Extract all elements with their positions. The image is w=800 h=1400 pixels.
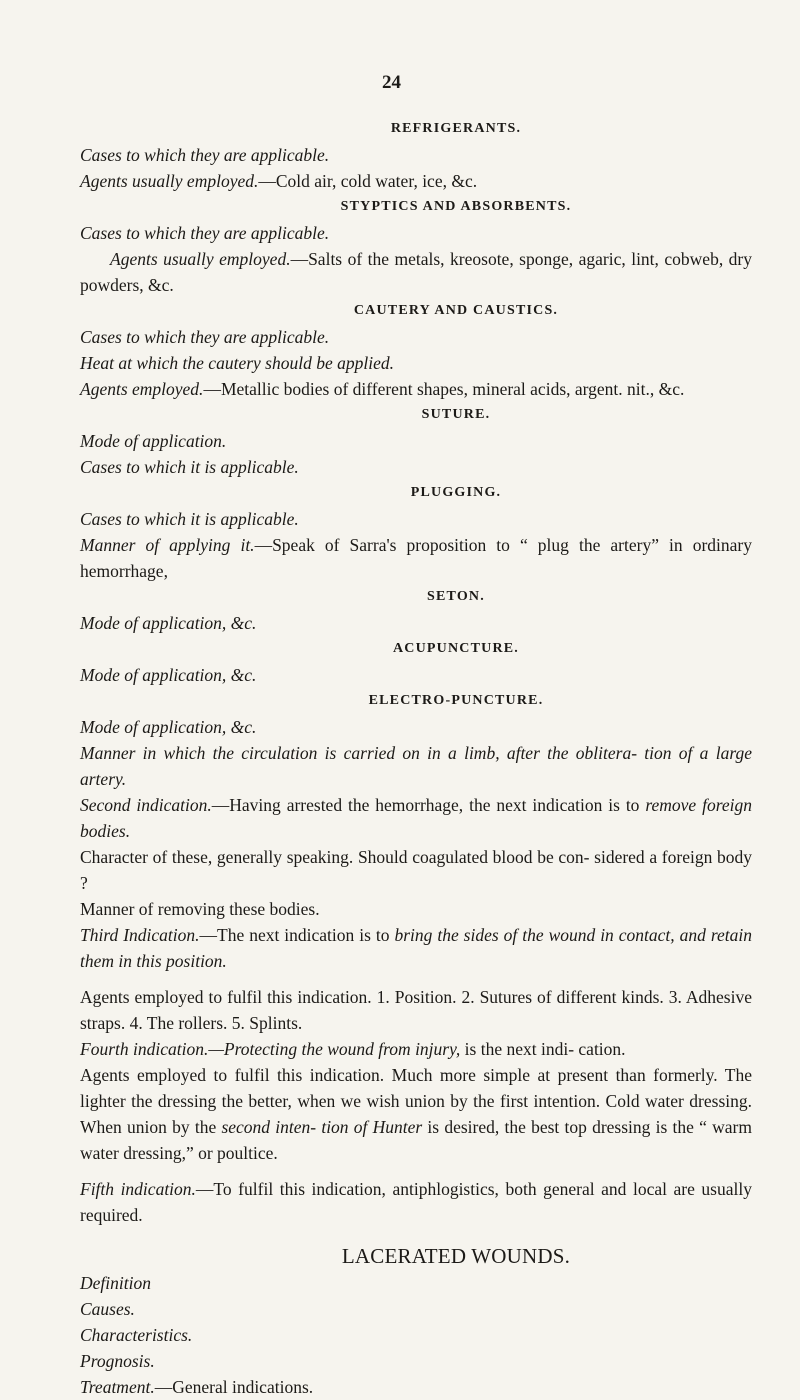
fourth-indication: Fourth indication.—Protecting the wound from injury, is the next indi- cation. [80, 1039, 626, 1059]
second-indication: Second indication.—Having arrested the hemorrhage, the next indication is to remove foreign bodies. [80, 795, 752, 841]
suture-mode: Mode of application. [80, 431, 227, 451]
plugging-manner: Manner of applying it.—Speak of Sarra's proposition to “ plug the artery” in ordinary hemorrhage, [80, 535, 753, 581]
refrigerants-cases: Cases to which they are applicable. [80, 145, 330, 165]
electro-mode: Mode of application, &c. [80, 717, 257, 737]
lacerated-definition: Definition [80, 1273, 151, 1293]
heading-styptics: STYPTICS AND ABSORBENTS. [340, 199, 572, 214]
cautery-cases: Cases to which they are applicable. [80, 327, 330, 347]
heading-cautery: CAUTERY AND CAUSTICS. [353, 303, 559, 318]
heading-suture: SUTURE. [421, 407, 491, 422]
fifth-indication: Fifth indication.—To fulfil this indication, antiphlogistics, both general and local are usually required. [80, 1179, 752, 1225]
third-indication: Third Indication.—The next indication is to bring the sides of the wound in contact, and retain them in this position. [80, 925, 752, 971]
heading-electro-puncture: ELECTRO-PUNCTURE. [368, 693, 544, 708]
heading-lacerated-wounds: LACERATED WOUNDS. [341, 1244, 571, 1268]
heading-plugging: PLUGGING. [410, 485, 502, 500]
second-character: Character of these, generally speaking. Should coagulated blood be con- sidered a foreign body ? [80, 847, 752, 893]
third-agents: Agents employed to fulfil this indication. 1. Position. 2. Sutures of different kinds. 3. Adhesive straps. 4. The rollers. 5. Splints. [80, 987, 752, 1033]
heading-seton: SETON. [427, 589, 485, 604]
plugging-cases: Cases to which it is applicable. [80, 509, 299, 529]
refrigerants-agents: Agents usually employed.—Cold air, cold water, ice, &c. [80, 171, 478, 191]
page-content [80, 116, 752, 1400]
second-manner: Manner of removing these bodies. [80, 899, 320, 919]
suture-cases: Cases to which it is applicable. [80, 457, 299, 477]
electro-manner: Manner in which the circulation is carried on in a limb, after the oblitera- tion of a large artery. [80, 743, 752, 789]
lacerated-treatment: Treatment.—General indications. [80, 1377, 314, 1397]
lacerated-prognosis: Prognosis. [80, 1351, 155, 1371]
heading-acupuncture: ACUPUNCTURE. [392, 641, 519, 656]
fourth-agents: Agents employed to fulfil this indication. Much more simple at present than formerly. The lighter the dressing the better, when we wish union by the first intention. Cold water dressing. When union by the second inten- tion of Hunter is desired, the best top dressing is the “ warm water dressing,” or poultice. [80, 1065, 752, 1163]
heading-refrigerants: REFRIGERANTS. [390, 121, 522, 136]
seton-mode: Mode of application, &c. [80, 613, 257, 633]
page-number: 24 [382, 72, 401, 93]
lacerated-characteristics: Characteristics. [80, 1325, 193, 1345]
styptics-cases: Cases to which they are applicable. [80, 223, 330, 243]
cautery-agents: Agents employed.—Metallic bodies of different shapes, mineral acids, argent. nit., &c. [80, 379, 685, 399]
styptics-agents: Agents usually employed.—Salts of the metals, kreosote, sponge, agaric, lint, cobweb, dry powders, &c. [80, 249, 752, 295]
lacerated-causes: Causes. [80, 1299, 135, 1319]
cautery-heat: Heat at which the cautery should be applied. [80, 353, 394, 373]
acupuncture-mode: Mode of application, &c. [80, 665, 257, 685]
